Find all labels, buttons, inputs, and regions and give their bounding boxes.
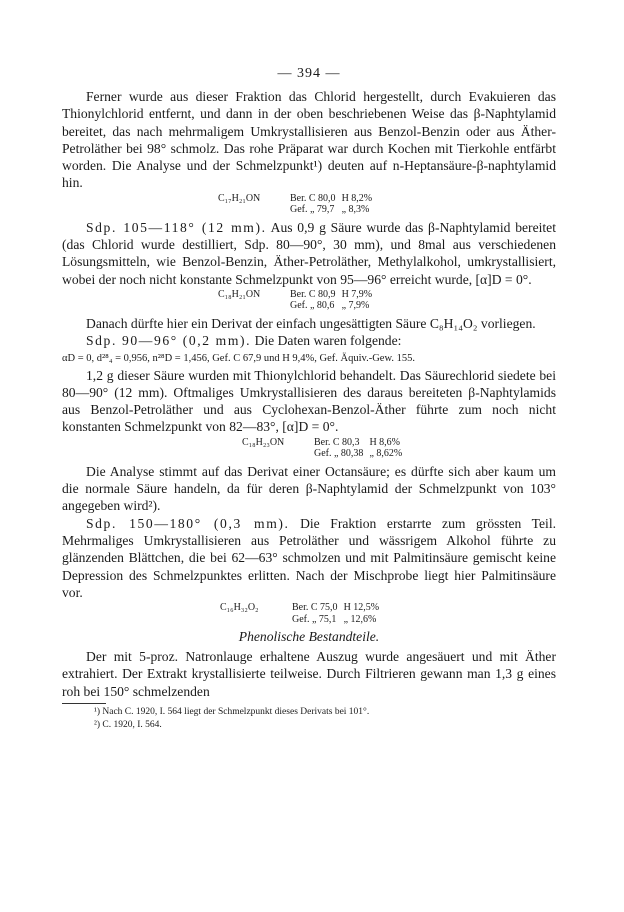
paragraph-acid-chloride: 1,2 g dieser Säure wurden mit Thionylchlorid behandelt. Das Säurechlorid siedete bei 80—90° (12 mm). Oftmaliges Umkrystallisieren des daraus bereiteten β-Naphtylamids aus Benzol-Petroläther und aus Cyclohexan-Benzol-Äther führte zum noch nicht konstanten Schmelzpunkt von 82—83°, [α]D = 0°. (62, 367, 556, 435)
found-h-value: „ 12,6% (343, 613, 377, 625)
paragraph-fraction-90 (62, 332, 556, 349)
fraction-lead: Sdp. 150—180° (0,3 mm). (86, 515, 290, 531)
found-value: Gef. „ 75,1 (292, 613, 337, 625)
footnote-1: ¹) Nach C. 1920, I. 564 liegt der Schmelzpunkt dieses Derivats bei 101°. (94, 707, 370, 718)
paragraph-octanoic: Die Analyse stimmt auf das Derivat einer Octansäure; es dürfte sich aber kaum um die normale Säure handeln, da für deren β-Naphtylamid der Schmelzpunkt von 103° angegeben wird²). (62, 463, 556, 514)
footnote-divider (62, 703, 106, 704)
physical-constants: αD = 0, d²⁸₄ = 0,956, n²⁸D = 1,456, Gef. C 67,9 und H 9,4%, Gef. Äquiv.-Gew. 155. (62, 352, 415, 364)
analysis-block-2 (62, 289, 556, 312)
fraction-text: Aus 0,9 g Säure wurde das β-Naphtylamid bereitet (das Chlorid wurde destilliert, Sdp. 80—90°, 30 mm), und 8mal aus verschiedenen Lösungsmitteln, wie Benzol-Benzin, Äther-Petroläther, Methylalkohol, umkrystallisiert, wobei der noch nicht konstante Schmelzpunkt von 95—96° erreicht wurde, [α]D = 0°. (62, 219, 556, 287)
page-number: — 394 — (277, 66, 341, 81)
found-h-value: „ 8,3% (341, 204, 370, 216)
fraction-text: Die Daten waren folgende: (251, 333, 402, 349)
analysis-block-3 (62, 437, 556, 460)
found-value: Gef. „ 80,6 (290, 300, 335, 312)
calc-value: Ber. C 80,3 (314, 436, 360, 448)
calc-h-value: H 12,5% (343, 602, 380, 614)
calc-value: Ber. C 80,0 (290, 192, 336, 204)
paragraph-fraction-150 (62, 515, 556, 601)
found-h-value: „ 8,62% (369, 448, 403, 460)
calc-h-value: H 8,2% (341, 192, 373, 204)
fraction-text: Die Fraktion erstarrte zum grössten Teil. Mehrmaliges Umkrystallisieren aus Petroläther und wässrigem Alkohol führte zu glänzenden Blättchen, die bei 62—63° schmolzen und mit Palmitinsäure gemischt keine Depression des Schmelzpunktes erlitten. Nach der Mischprobe liegt hier Palmitinsäure vor. (62, 515, 556, 600)
found-value: Gef. „ 79,7 (290, 204, 335, 216)
calc-h-value: H 7,9% (341, 288, 373, 300)
calc-value: Ber. C 75,0 (292, 602, 338, 614)
found-value: Gef. „ 80,38 (314, 448, 364, 460)
section-heading: Phenolische Bestandteile. (238, 629, 380, 645)
analysis-block-4 (62, 602, 556, 625)
page-body (62, 64, 556, 731)
paragraph-fraction-105 (62, 219, 556, 288)
fraction-lead: Sdp. 105—118° (12 mm). (86, 219, 267, 235)
formula-name: C₁₈H₂₃ON (242, 436, 285, 448)
formula-name: C₁₇H₂₁ON (218, 192, 261, 204)
calc-value: Ber. C 80,9 (290, 288, 336, 300)
formula-name: C₁₆H₃₂O₂ (220, 602, 259, 614)
calc-h-value: H 8,6% (369, 436, 400, 448)
paragraph-heptanoic: Ferner wurde aus dieser Fraktion das Chlorid hergestellt, durch Evakuieren das Thionylchlorid entfernt, und dann in der oben beschriebenen Weise das β-Naphtylamid bereitet, das nach mehrmaligem Umkrystallisieren aus Benzol-Benzin oder aus Äther-Petroläther bei 98° schmolz. Das rohe Präparat war durch Kochen mit Tierkohle entfärbt worden. Die Analyse und der Schmelzpunkt¹) deuten auf n-Heptansäure-β-naphtylamid hin. (62, 89, 556, 191)
paragraph-conclusion: Danach dürfte hier ein Derivat der einfach ungesättigten Säure C₈H₁₄O₂ vorliegen. (86, 315, 536, 331)
footnote-2: ²) C. 1920, I. 564. (94, 719, 162, 730)
fraction-lead: Sdp. 90—96° (0,2 mm). (86, 333, 252, 349)
paragraph-phenolic: Der mit 5-proz. Natronlauge erhaltene Auszug wurde angesäuert und mit Äther extrahiert. Der Extrakt krystallisierte teilweise. Durch Filtrieren gewann man 1,3 g eines roh bei 150° schmelzenden (62, 649, 556, 699)
analysis-block-1 (62, 193, 556, 216)
formula-name: C₁₈H₂₁ON (218, 288, 261, 300)
found-h-value: „ 7,9% (341, 300, 370, 312)
